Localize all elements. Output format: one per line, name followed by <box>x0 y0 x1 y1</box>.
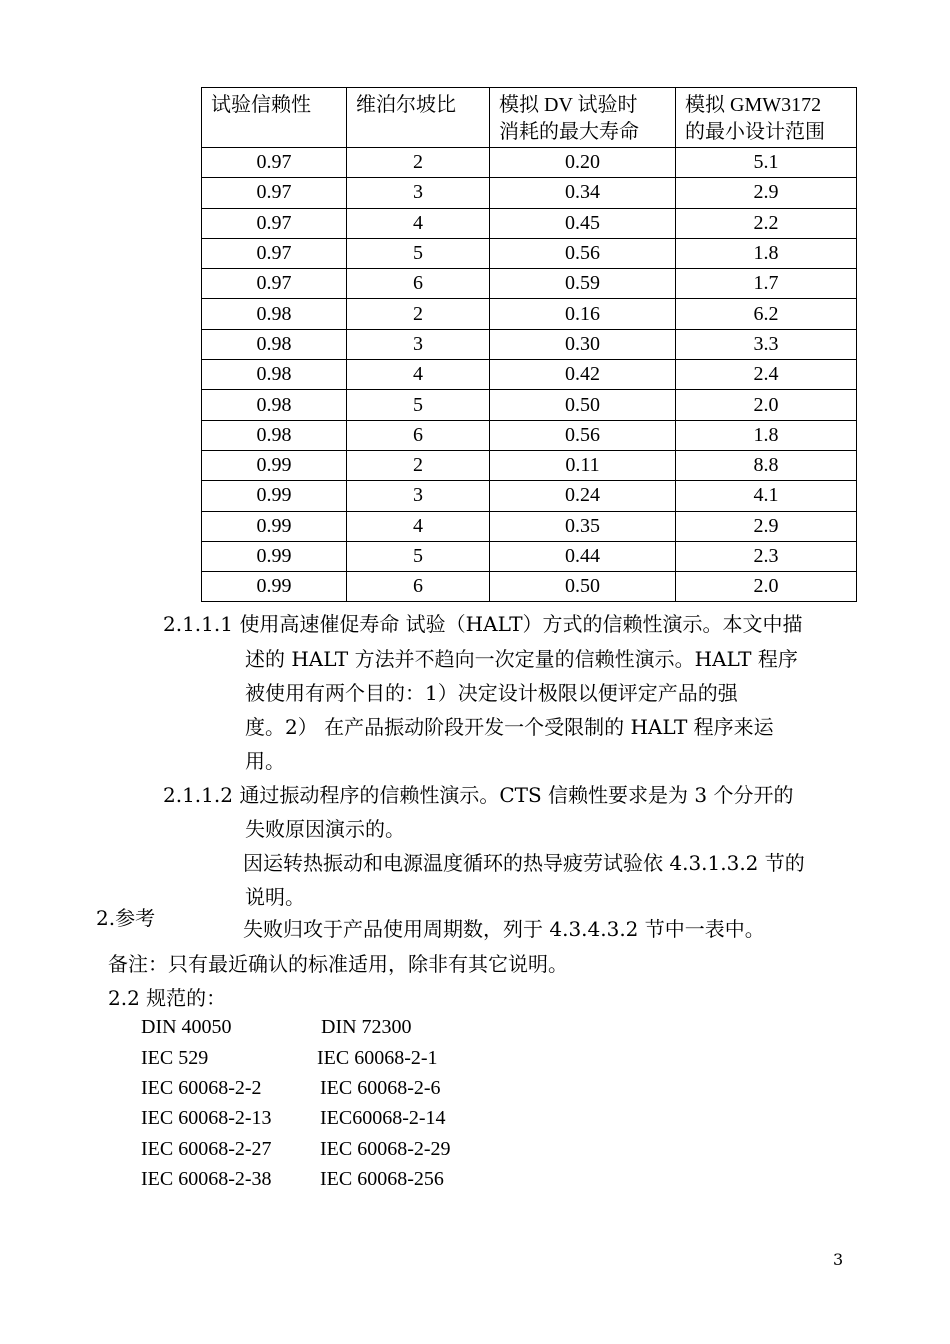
table-cell: 2 <box>347 450 490 480</box>
section-2111-line-4: 度。2） 在产品振动阶段开发一个受限制的 HALT 程序来运 <box>245 715 774 739</box>
table-cell: 6 <box>347 420 490 450</box>
table-cell: 3 <box>347 481 490 511</box>
section-2112-line-5: 失败归攻于产品使用周期数，列于 4.3.4.3.2 节中一表中。 <box>243 917 765 941</box>
spec-item: IEC 60068-2-29 <box>320 1138 451 1160</box>
table-cell: 0.56 <box>490 238 676 268</box>
table-cell: 0.20 <box>490 148 676 178</box>
table-cell: 0.99 <box>202 481 347 511</box>
table-row <box>202 269 857 299</box>
spec-item: IEC 60068-2-13 <box>141 1107 272 1129</box>
section-2112-line-4: 说明。 <box>245 885 305 909</box>
table-row <box>202 360 857 390</box>
table-cell: 0.24 <box>490 481 676 511</box>
table-row <box>202 420 857 450</box>
table-cell: 0.99 <box>202 450 347 480</box>
section-2112-line-2: 失败原因演示的。 <box>245 817 405 841</box>
table-cell: 0.99 <box>202 572 347 602</box>
section-2111-line-1: 2.1.1.1 使用高速催促寿命 试验（HALT）方式的信赖性演示。本文中描 <box>163 612 803 636</box>
table-cell: 0.99 <box>202 541 347 571</box>
spec-item: IEC 60068-2-2 <box>141 1077 262 1099</box>
table-row <box>202 481 857 511</box>
table-cell: 2.2 <box>676 208 857 238</box>
section-2112-line-3: 因运转热振动和电源温度循环的热导疲劳试验依 4.3.1.3.2 节的 <box>243 851 805 875</box>
table-row <box>202 238 857 268</box>
table-cell: 0.98 <box>202 390 347 420</box>
table-cell: 0.56 <box>490 420 676 450</box>
table-row <box>202 390 857 420</box>
table-cell: 5 <box>347 541 490 571</box>
table-cell: 0.97 <box>202 238 347 268</box>
table-row <box>202 329 857 359</box>
table-cell: 2.3 <box>676 541 857 571</box>
references-heading: 2.参考 <box>96 906 156 930</box>
table-cell: 1.7 <box>676 269 857 299</box>
spec-item: IEC 60068-2-6 <box>320 1077 441 1099</box>
table-cell: 0.97 <box>202 269 347 299</box>
table-cell: 8.8 <box>676 450 857 480</box>
table-cell: 0.42 <box>490 360 676 390</box>
table-row <box>202 541 857 571</box>
table-cell: 2.0 <box>676 572 857 602</box>
table-cell: 0.98 <box>202 329 347 359</box>
spec-item: IEC 60068-2-27 <box>141 1138 272 1160</box>
table-cell: 5.1 <box>676 148 857 178</box>
table-cell: 4 <box>347 208 490 238</box>
note-text: 备注：只有最近确认的标准适用，除非有其它说明。 <box>108 952 568 976</box>
table-body <box>202 148 857 602</box>
table-cell: 0.98 <box>202 360 347 390</box>
spec-item: IEC 60068-256 <box>320 1168 444 1190</box>
table-row <box>202 148 857 178</box>
table-cell: 0.35 <box>490 511 676 541</box>
table-cell: 4.1 <box>676 481 857 511</box>
spec-item: IEC 60068-2-38 <box>141 1168 272 1190</box>
table-cell: 2 <box>347 148 490 178</box>
header-max-life-consumed: 模拟 DV 试验时 消耗的最大寿命 <box>490 88 676 148</box>
table-cell: 5 <box>347 390 490 420</box>
spec-heading: 2.2 规范的： <box>108 986 227 1010</box>
table-cell: 0.99 <box>202 511 347 541</box>
table-cell: 6.2 <box>676 299 857 329</box>
section-2111-line-3: 被使用有两个目的：1）决定设计极限以便评定产品的强 <box>245 681 738 705</box>
header-weibull-slope: 维泊尔坡比 <box>347 88 490 148</box>
table-cell: 0.97 <box>202 178 347 208</box>
table-cell: 1.8 <box>676 238 857 268</box>
table-cell: 6 <box>347 572 490 602</box>
table-cell: 0.50 <box>490 390 676 420</box>
table-cell: 0.59 <box>490 269 676 299</box>
table-cell: 0.30 <box>490 329 676 359</box>
table-row <box>202 178 857 208</box>
table-cell: 0.98 <box>202 420 347 450</box>
table-cell: 2.4 <box>676 360 857 390</box>
table-cell: 3 <box>347 178 490 208</box>
reliability-table <box>201 87 857 602</box>
table-cell: 6 <box>347 269 490 299</box>
page-number: 3 <box>833 1250 844 1269</box>
table-cell: 2.9 <box>676 511 857 541</box>
table-cell: 2 <box>347 299 490 329</box>
table-cell: 0.50 <box>490 572 676 602</box>
header-min-design-range: 模拟 GMW3172 的最小设计范围 <box>676 88 857 148</box>
table-row <box>202 511 857 541</box>
spec-item: DIN 40050 <box>141 1016 232 1038</box>
table-cell: 0.98 <box>202 299 347 329</box>
table-cell: 3.3 <box>676 329 857 359</box>
table-cell: 1.8 <box>676 420 857 450</box>
header-test-reliability: 试验信赖性 <box>202 88 347 148</box>
table-header-row <box>202 88 857 148</box>
section-2111-line-5: 用。 <box>245 749 285 773</box>
table-cell: 0.97 <box>202 208 347 238</box>
table-cell: 4 <box>347 511 490 541</box>
table-row <box>202 299 857 329</box>
spec-item: DIN 72300 <box>321 1016 412 1038</box>
section-2112-line-1: 2.1.1.2 通过振动程序的信赖性演示。CTS 信赖性要求是为 3 个分开的 <box>163 783 794 807</box>
table-cell: 0.97 <box>202 148 347 178</box>
table-cell: 5 <box>347 238 490 268</box>
table-row <box>202 450 857 480</box>
spec-item: IEC 529 <box>141 1047 209 1069</box>
table-row <box>202 208 857 238</box>
table-cell: 2.0 <box>676 390 857 420</box>
section-2111-line-2: 述的 HALT 方法并不趋向一次定量的信赖性演示。HALT 程序 <box>245 647 798 671</box>
table-cell: 0.34 <box>490 178 676 208</box>
table-row <box>202 572 857 602</box>
spec-item: IEC60068-2-14 <box>320 1107 446 1129</box>
table-cell: 0.11 <box>490 450 676 480</box>
table-cell: 0.16 <box>490 299 676 329</box>
table-cell: 2.9 <box>676 178 857 208</box>
table-cell: 3 <box>347 329 490 359</box>
spec-item: IEC 60068-2-1 <box>317 1047 438 1069</box>
table-cell: 0.45 <box>490 208 676 238</box>
table-cell: 4 <box>347 360 490 390</box>
table-cell: 0.44 <box>490 541 676 571</box>
